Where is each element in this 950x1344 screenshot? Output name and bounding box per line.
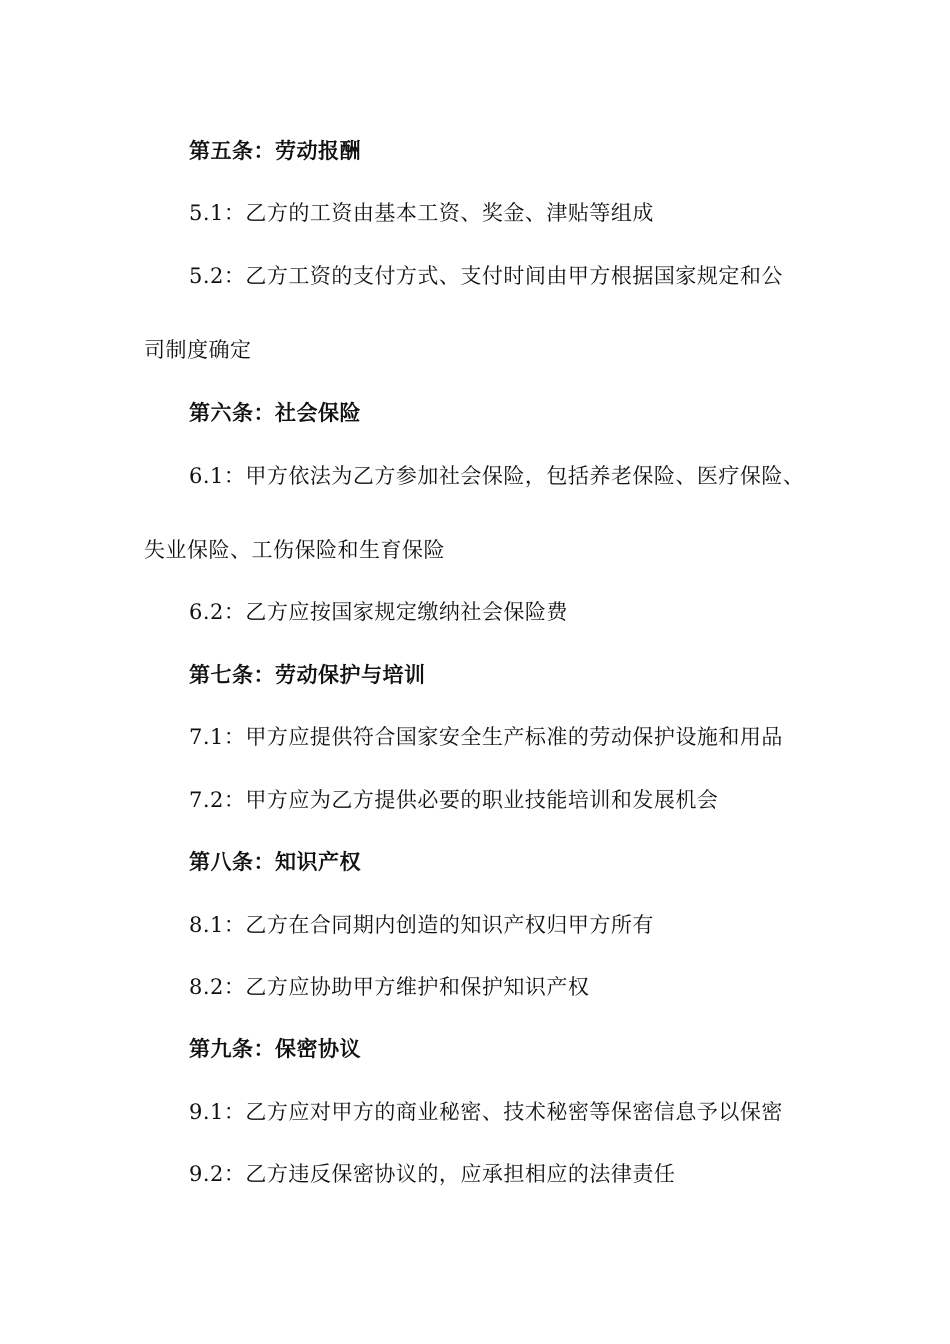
section-5-heading: 第五条：劳动报酬 [189, 139, 361, 163]
clause-6-2: 6.2：乙方应按国家规定缴纳社会保险费 [189, 600, 568, 624]
clause-9-1: 9.1：乙方应对甲方的商业秘密、技术秘密等保密信息予以保密 [189, 1100, 783, 1124]
clause-8-2: 8.2：乙方应协助甲方维护和保护知识产权 [189, 975, 590, 999]
section-8-heading: 第八条：知识产权 [189, 850, 361, 874]
section-6-heading: 第六条：社会保险 [189, 401, 361, 425]
section-7-heading: 第七条：劳动保护与培训 [189, 663, 426, 687]
clause-8-1: 8.1：乙方在合同期内创造的知识产权归甲方所有 [189, 913, 654, 937]
clause-5-1: 5.1：乙方的工资由基本工资、奖金、津贴等组成 [189, 201, 654, 225]
clause-6-1-continuation: 失业保险、工伤保险和生育保险 [144, 538, 445, 562]
clause-7-1: 7.1：甲方应提供符合国家安全生产标准的劳动保护设施和用品 [189, 725, 783, 749]
clause-7-2: 7.2：甲方应为乙方提供必要的职业技能培训和发展机会 [189, 788, 719, 812]
clause-6-1: 6.1：甲方依法为乙方参加社会保险，包括养老保险、医疗保险、 [189, 464, 805, 488]
clause-9-2: 9.2：乙方违反保密协议的，应承担相应的法律责任 [189, 1162, 676, 1186]
clause-5-2: 5.2：乙方工资的支付方式、支付时间由甲方根据国家规定和公 [189, 264, 783, 288]
clause-5-2-continuation: 司制度确定 [144, 338, 252, 362]
section-9-heading: 第九条：保密协议 [189, 1037, 361, 1061]
